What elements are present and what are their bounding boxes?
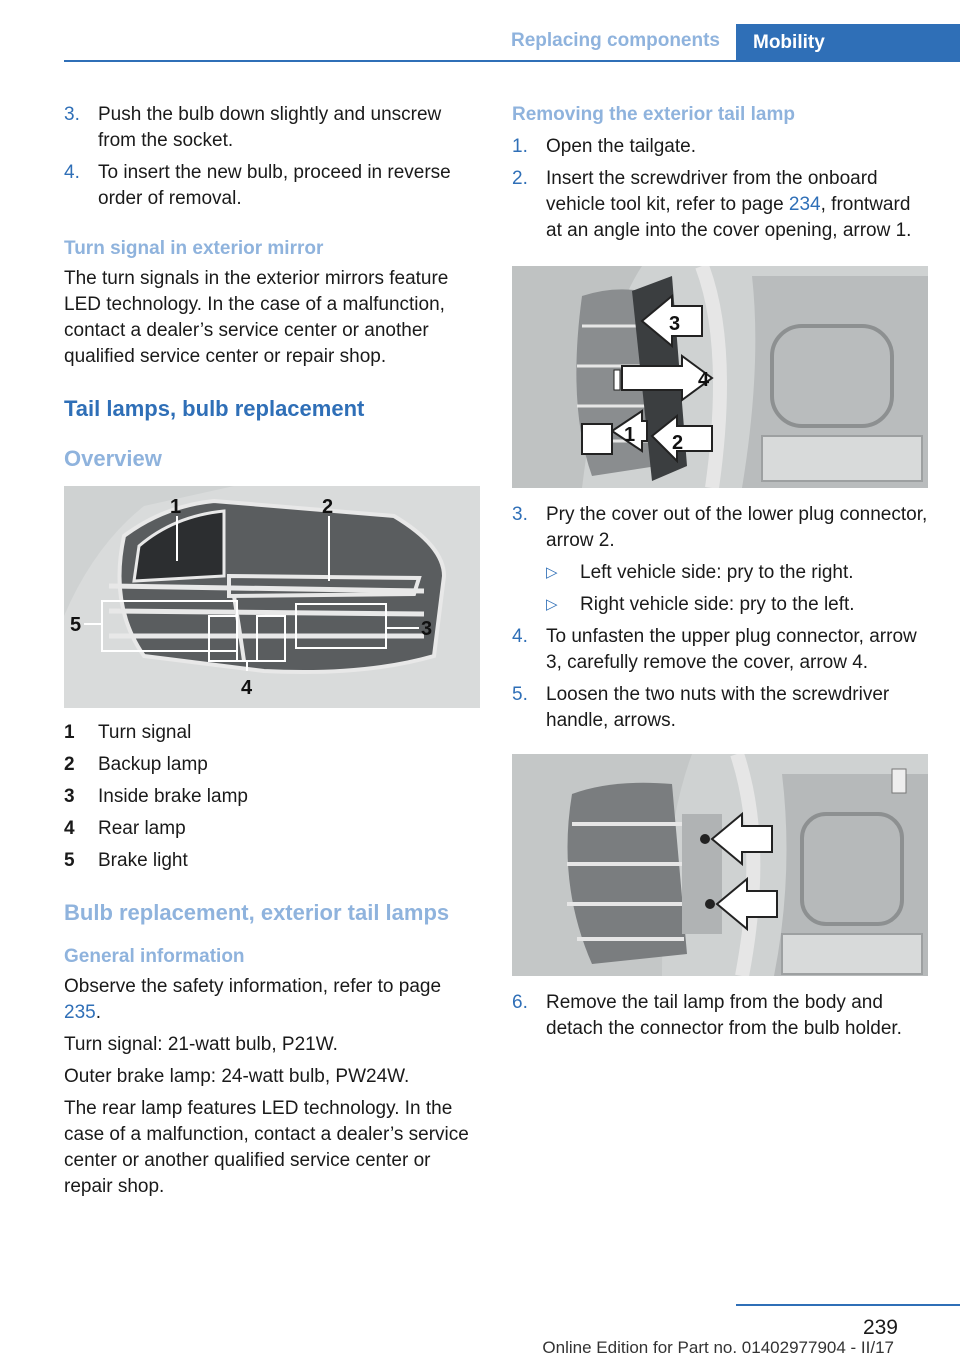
- bullet-item: [512, 560, 930, 586]
- header-chapter-tab: [736, 24, 960, 62]
- fig2-label-3: 3: [669, 313, 681, 335]
- step-text: Push the bulb down slightly and unscrew from the socket.: [98, 104, 442, 151]
- bullet-text: Left vehicle side: pry to the right.: [580, 562, 854, 583]
- legend-number: 4: [64, 818, 75, 839]
- legend-number: 1: [64, 722, 75, 743]
- step-number: 3.: [512, 504, 528, 525]
- overview-heading: Overview: [64, 446, 162, 471]
- step-number: 4.: [64, 162, 80, 183]
- step-5: [512, 682, 930, 734]
- nuts-figure: [512, 754, 928, 976]
- step-6: [512, 990, 930, 1042]
- figure-label-4: 4: [241, 677, 253, 699]
- legend-number: 5: [64, 850, 75, 871]
- bulb-replacement-heading: Bulb replacement, exterior tail lamps: [64, 900, 450, 925]
- mirror-heading: Turn signal in exterior mirror: [64, 238, 324, 259]
- turn-signal-spec: Turn signal: 21-watt bulb, P21W.: [64, 1034, 338, 1055]
- step-number: 6.: [512, 992, 528, 1013]
- safety-reference: Observe the safety information, refer to page 235.: [64, 976, 442, 1023]
- step-number: 2.: [512, 168, 528, 189]
- step-3-top: [64, 102, 482, 154]
- rear-lamp-text: The rear lamp features LED technology. In the case of a malfunction, contact a dealer’s service center or another qualified service center or repair shop.: [64, 1098, 469, 1197]
- fig2-label-1: 1: [624, 424, 636, 446]
- tail-lamps-heading: Tail lamps, bulb replacement: [64, 396, 365, 421]
- legend-text: Turn signal: [98, 722, 192, 743]
- left-column: [64, 102, 482, 1206]
- step-1: [512, 134, 930, 160]
- general-info-heading: General information: [64, 946, 245, 967]
- fig2-label-4: 4: [698, 369, 710, 391]
- bullet-item: [512, 592, 930, 618]
- edition-footer: Online Edition for Part no. 01402977904 - II/17: [542, 1338, 894, 1357]
- fig2-label-2: 2: [672, 432, 684, 454]
- footer-rule: [736, 1304, 960, 1306]
- outer-brake-spec: Outer brake lamp: 24-watt bulb, PW24W.: [64, 1066, 410, 1087]
- figure-label-5: 5: [70, 614, 82, 636]
- step-2: [512, 166, 930, 244]
- legend-number: 3: [64, 786, 75, 807]
- step-text: To unfasten the upper plug connector, arrow 3, carefully remove the cover, arrow 4.: [546, 626, 917, 673]
- figure-label-2: 2: [322, 496, 334, 518]
- header-section-title: Replacing components: [510, 30, 720, 51]
- legend-text: Inside brake lamp: [98, 786, 248, 807]
- figure-label-1: 1: [170, 496, 182, 518]
- step-text: Open the tailgate.: [546, 136, 696, 157]
- legend-number: 2: [64, 754, 75, 775]
- step-text: Insert the screwdriver from the onboard vehicle tool kit, refer to page 234, frontward at an angle into the cover opening, arrow 1.: [546, 168, 912, 241]
- legend-item: [64, 752, 482, 778]
- legend-item: [64, 784, 482, 810]
- page-number: 239: [862, 1316, 898, 1339]
- step-text: Loosen the two nuts with the screwdriver handle, arrows.: [546, 684, 890, 731]
- legend-item: [64, 816, 482, 842]
- step-text: Pry the cover out of the lower plug connector, arrow 2.: [546, 504, 928, 551]
- step-number: 3.: [64, 104, 80, 125]
- mirror-text: The turn signals in the exterior mirrors feature LED technology. In the case of a malfunction, contact a dealer’s service center or another qualified service center or repair shop.: [64, 268, 449, 367]
- figure-label-3: 3: [421, 618, 433, 640]
- step-4-top: [64, 160, 482, 212]
- step-number: 1.: [512, 136, 528, 157]
- tail-lamp-overview-figure: [64, 486, 480, 708]
- header-rule: [64, 60, 960, 62]
- triangle-bullet-icon: ▷: [546, 564, 558, 581]
- triangle-bullet-icon: ▷: [546, 596, 558, 613]
- page-link-234[interactable]: 234: [788, 194, 821, 215]
- right-column: [512, 102, 930, 1048]
- step-3: [512, 502, 930, 554]
- legend-item: [64, 848, 482, 874]
- step-number: 4.: [512, 626, 528, 647]
- legend-text: Brake light: [98, 850, 188, 871]
- header-chapter-label: Mobility: [753, 32, 825, 53]
- removing-heading: Removing the exterior tail lamp: [512, 104, 795, 125]
- legend-item: [64, 720, 482, 746]
- step-4: [512, 624, 930, 676]
- step-text: Remove the tail lamp from the body and detach the connector from the bulb holder.: [546, 992, 902, 1039]
- cover-removal-figure: [512, 266, 928, 488]
- legend-text: Rear lamp: [98, 818, 186, 839]
- bullet-text: Right vehicle side: pry to the left.: [580, 594, 855, 615]
- step-text: To insert the new bulb, proceed in reverse order of removal.: [98, 162, 451, 209]
- legend-text: Backup lamp: [98, 754, 208, 775]
- page-link-235[interactable]: 235: [64, 1002, 96, 1023]
- step-number: 5.: [512, 684, 528, 705]
